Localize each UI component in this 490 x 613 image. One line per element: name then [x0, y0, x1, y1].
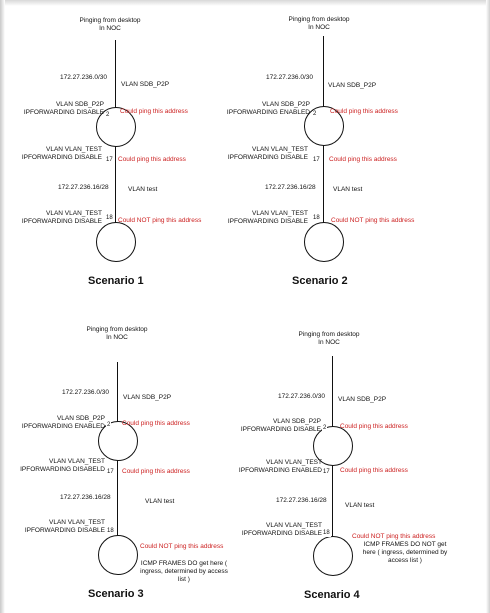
node-18-label: VLAN VLAN_TEST IPFORWARDING DISABLE [24, 519, 105, 534]
node-2-number: 2 [107, 422, 111, 428]
scenario-title: Scenario 1 [88, 275, 144, 287]
vlan-bottom-label: VLAN test [145, 498, 175, 505]
vlan-top-label: VLAN SDB_P2P [328, 82, 377, 89]
scenario-1-panel [0, 0, 245, 306]
node-2-number: 2 [106, 112, 110, 118]
scenario-4-panel [238, 306, 490, 612]
scenario-title: Scenario 4 [304, 589, 360, 601]
node-18-number: 18 [323, 530, 330, 536]
node-2-number: 2 [313, 111, 317, 117]
node-17-label: VLAN VLAN_TEST IPFORWARDING DISABLE [227, 146, 308, 161]
router-node-18 [96, 222, 136, 262]
router-node-18 [313, 536, 353, 576]
scenario-title: Scenario 3 [88, 588, 144, 600]
node-2-status: Could ping this address [122, 420, 190, 427]
node-17-number: 17 [313, 157, 320, 163]
router-node-18 [98, 535, 138, 575]
node-2-label: VLAN SDB_P2P IPFORWARDING DISABLE [240, 418, 321, 433]
node-2-number: 2 [323, 425, 327, 431]
node-17-status: Could ping this address [118, 156, 186, 163]
router-node-18 [304, 222, 344, 262]
source-label: Pinging from desktop In NOC [79, 17, 141, 32]
subnet-top-label: 172.27.236.0/30 [62, 389, 109, 396]
node-2-status: Could ping this address [330, 108, 398, 115]
node-18-number: 18 [313, 215, 320, 221]
node-17-number: 17 [107, 469, 114, 475]
node-2-status: Could ping this address [120, 108, 188, 115]
subnet-top-label: 172.27.236.0/30 [266, 74, 313, 81]
vlan-bottom-label: VLAN test [128, 186, 158, 193]
source-label: Pinging from desktop In NOC [86, 326, 148, 341]
node-2-label: VLAN SDB_P2P IPFORWARDING ENABLED [21, 415, 105, 430]
source-label: Pinging from desktop In NOC [288, 16, 350, 31]
subnet-bottom-label: 172.27.236.16/28 [276, 497, 327, 504]
node-18-label: VLAN VLAN_TEST IPFORWARDING DISABLE [241, 522, 322, 537]
node-2-label: VLAN SDB_P2P IPFORWARDING DISABLE [23, 101, 104, 116]
node-2-status: Could ping this address [340, 423, 408, 430]
node-17-status: Could ping this address [122, 468, 190, 475]
node-17-label: VLAN VLAN_TEST IPFORWARDING ENABLED [238, 459, 322, 474]
subnet-bottom-label: 172.27.236.16/28 [58, 184, 109, 191]
node-17-label: VLAN VLAN_TEST IPFORWARDING DISABLE [21, 146, 102, 161]
subnet-bottom-label: 172.27.236.16/28 [265, 184, 316, 191]
node-18-status: Could NOT ping this address [118, 217, 202, 224]
node-17-number: 17 [106, 157, 113, 163]
vlan-top-label: VLAN SDB_P2P [123, 394, 172, 401]
node-18-status: Could NOT ping this address [140, 543, 224, 550]
node-18-number: 18 [107, 528, 114, 534]
node-17-status: Could ping this address [340, 467, 408, 474]
node-18-status: Could NOT ping this address [331, 217, 415, 224]
subnet-top-label: 172.27.236.0/30 [60, 74, 107, 81]
node-18-label: VLAN VLAN_TEST IPFORWARDING DISABLE [21, 210, 102, 225]
node-18-label: VLAN VLAN_TEST IPFORWARDING DISABLE [227, 210, 308, 225]
node-18-status: Could NOT ping this address [352, 533, 436, 540]
scenario-2-panel [226, 0, 490, 306]
icmp-note: ICMP FRAMES DO NOT get here ( ingress, determined by access list ) [362, 541, 448, 564]
node-17-number: 17 [323, 469, 330, 475]
vlan-bottom-label: VLAN test [333, 186, 363, 193]
node-18-number: 18 [106, 215, 113, 221]
vlan-top-label: VLAN SDB_P2P [121, 81, 170, 88]
vlan-top-label: VLAN SDB_P2P [338, 396, 387, 403]
scenario-title: Scenario 2 [292, 275, 348, 287]
node-17-status: Could ping this address [329, 156, 397, 163]
subnet-top-label: 172.27.236.0/30 [278, 393, 325, 400]
subnet-bottom-label: 172.27.236.16/28 [60, 494, 111, 501]
vlan-bottom-label: VLAN test [345, 502, 375, 509]
node-17-label: VLAN VLAN_TEST IPFORWARDING DISABELD [20, 458, 105, 473]
scenario-3-panel [0, 306, 245, 612]
source-label: Pinging from desktop In NOC [298, 331, 360, 346]
node-2-label: VLAN SDB_P2P IPFORWARDING ENABLED [226, 101, 310, 116]
icmp-note: ICMP FRAMES DO get here ( ingress, determined by access list ) [140, 560, 228, 583]
